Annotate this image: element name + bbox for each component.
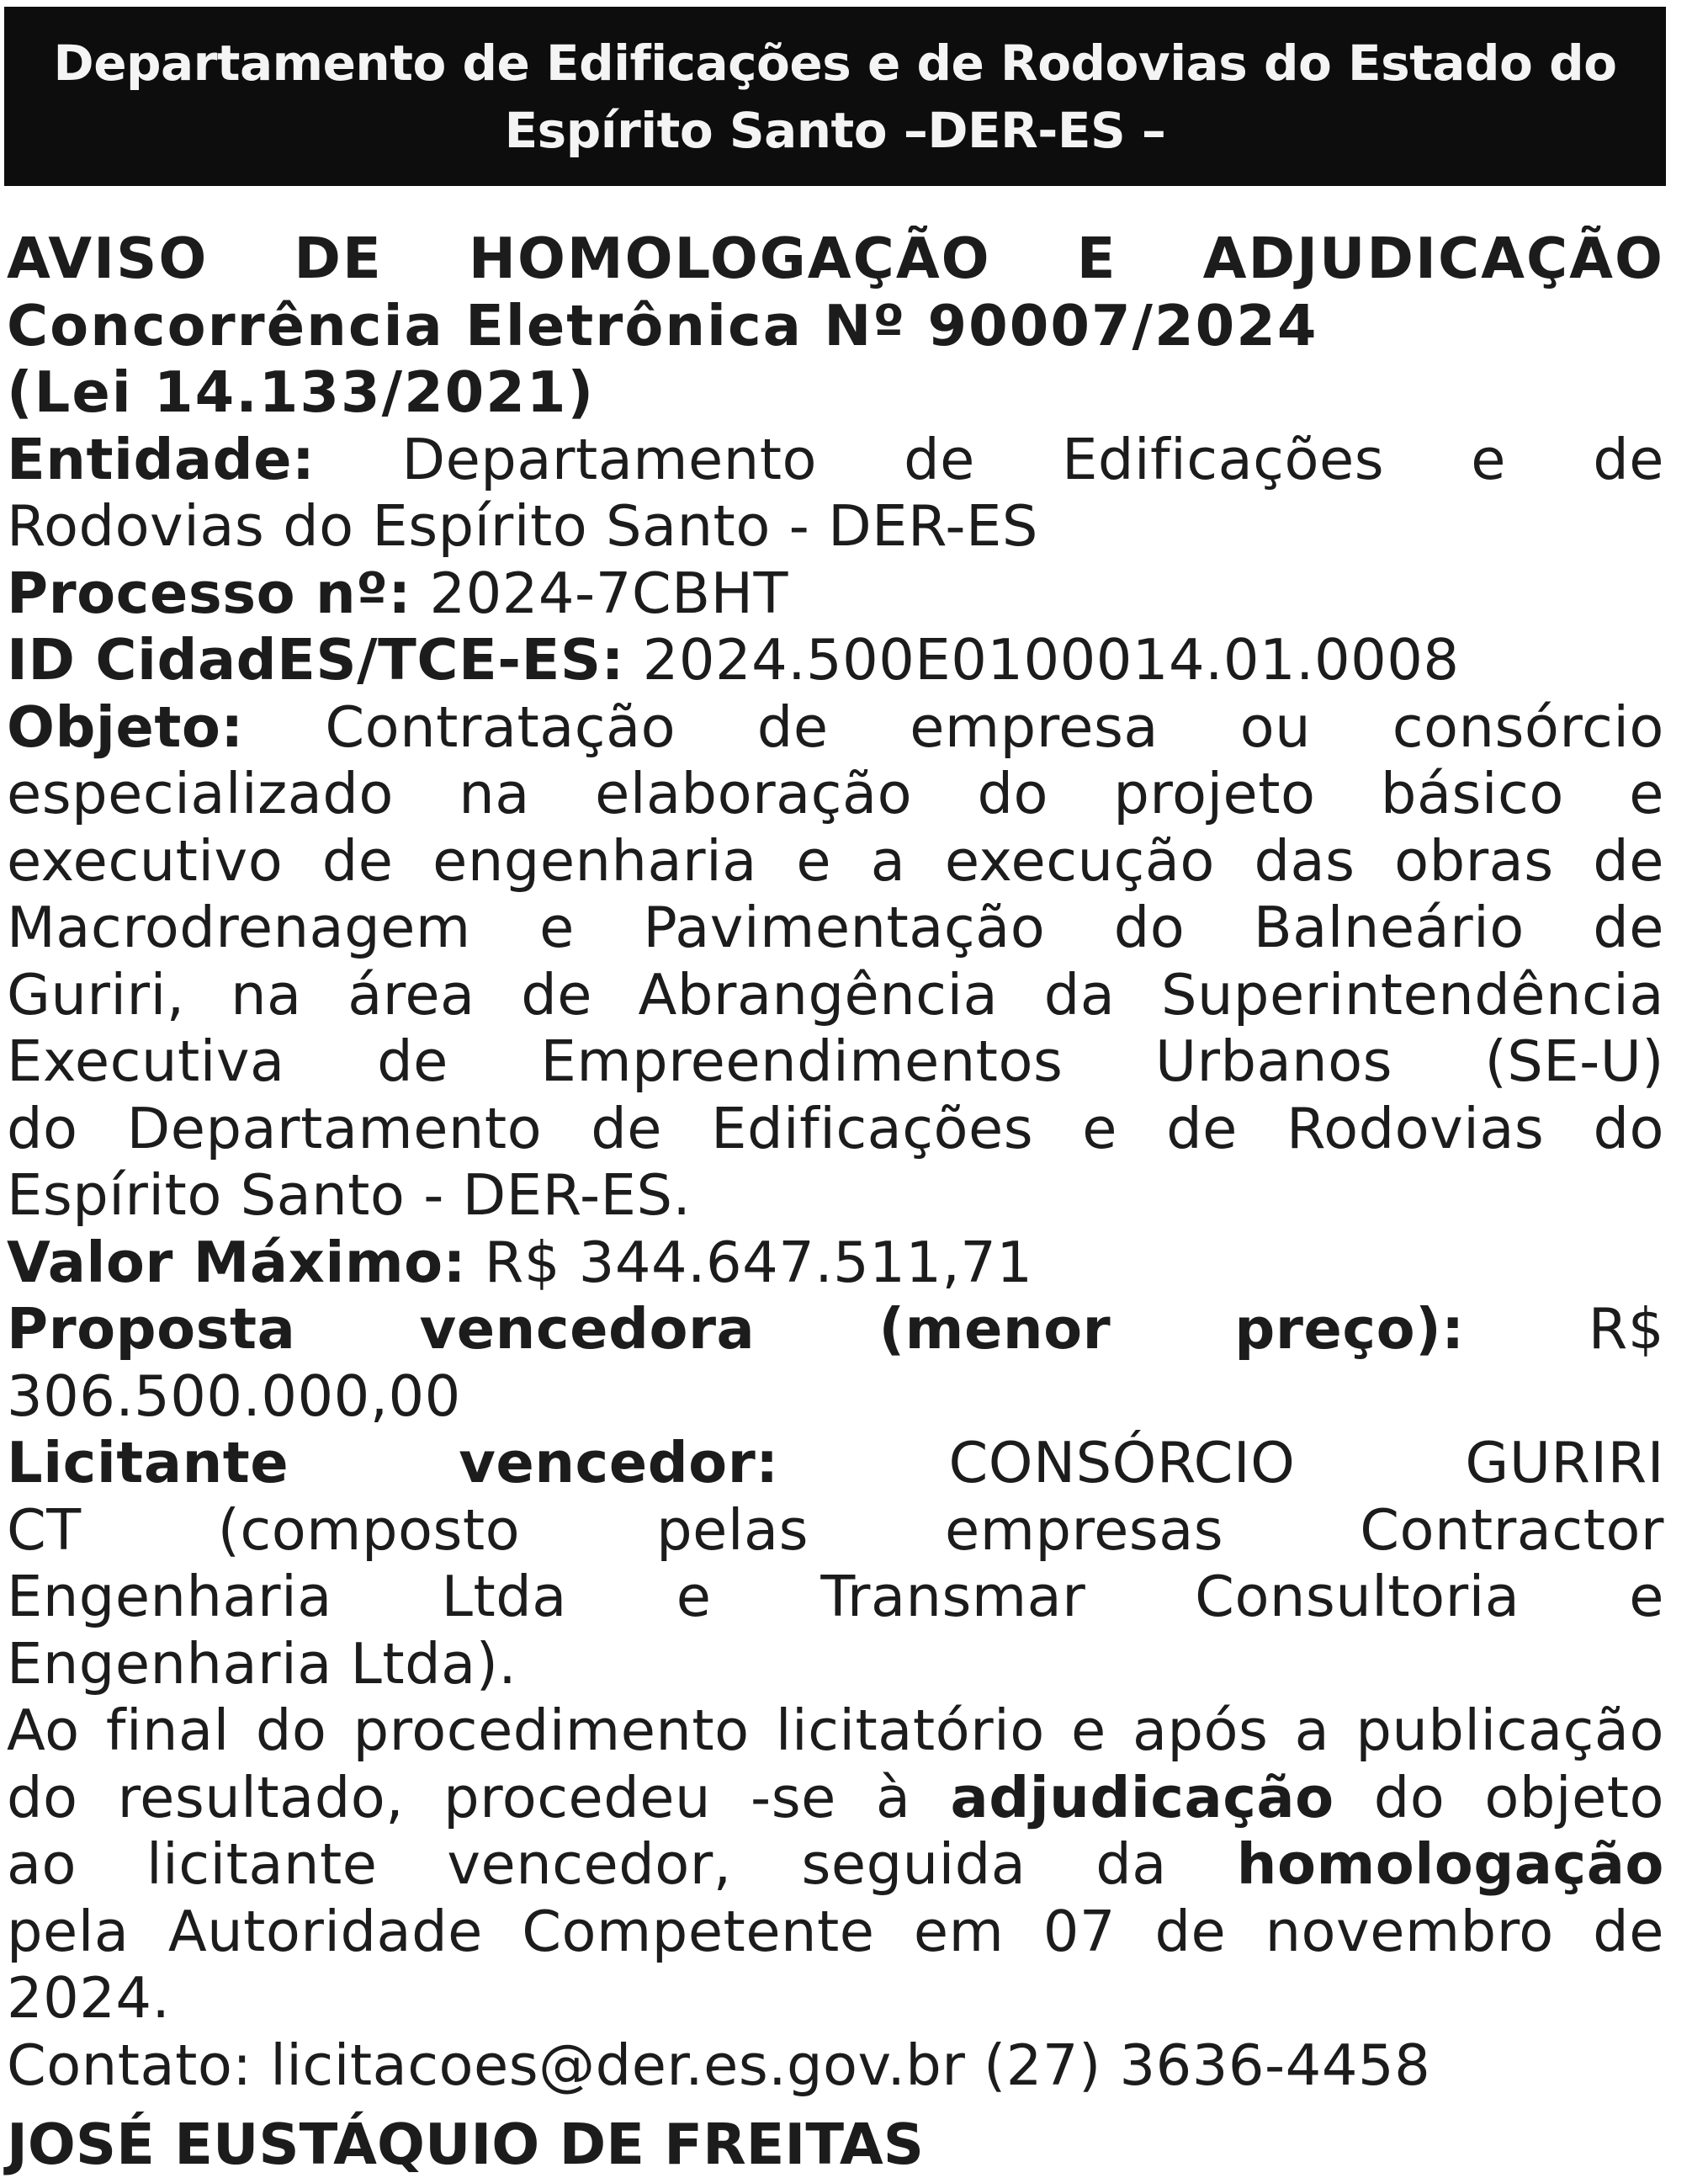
objeto-word: de (1593, 827, 1664, 894)
licitante-label-word: vencedor: (459, 1430, 779, 1495)
entidade-word: Departamento (401, 426, 817, 492)
objeto-word: Empreendimentos (540, 1028, 1064, 1094)
final-word: e (1071, 1697, 1106, 1763)
final-word: do (255, 1697, 327, 1763)
title-word: E (1076, 226, 1117, 291)
objeto-word: Balneário (1253, 895, 1525, 960)
id-cidades-line (7, 627, 1664, 694)
final-line-4 (7, 1899, 1664, 1966)
objeto-word: de (591, 1095, 663, 1161)
entidade-label: Entidade: (7, 426, 316, 492)
objeto-word: área (347, 961, 475, 1028)
objeto-word: ou (1239, 693, 1312, 760)
proposta-value: 306.500.000,00 (7, 1363, 461, 1429)
processo-value: 2024-7CBHT (429, 560, 788, 626)
licitante-word: Ltda (441, 1564, 567, 1629)
licitante-word: empresas (945, 1496, 1224, 1563)
final-word: a (1294, 1697, 1330, 1763)
final-line-5: 2024. (7, 1965, 171, 2031)
signature-name: JOSÉ EUSTÁQUIO DE FREITAS (7, 2112, 924, 2177)
entidade-word: de (904, 426, 975, 492)
licitante-line-1 (7, 1430, 1664, 1497)
entidade-line-2: Rodovias do Espírito Santo - DER-ES (7, 493, 1038, 559)
objeto-word: Guriri, (7, 961, 185, 1028)
proposta-label-word: preço): (1234, 1296, 1465, 1362)
final-word: do (1373, 1764, 1445, 1830)
objeto-word: na (459, 761, 530, 826)
licitante-line-3 (7, 1564, 1664, 1631)
objeto-word: e (1082, 1095, 1118, 1161)
final-word: licitante (146, 1831, 378, 1897)
proposta-label-word: (menor (878, 1296, 1111, 1362)
final-word: do (7, 1764, 78, 1830)
objeto-word: obras (1394, 827, 1554, 894)
title-word: AVISO (7, 226, 209, 291)
proposta-line (7, 1296, 1664, 1363)
header-line-1: Departamento de Edificações e de Rodovias do Estado do (53, 34, 1617, 92)
objeto-word: consórcio (1392, 693, 1664, 760)
objeto-label: Objeto: (7, 693, 244, 760)
final-word: Autoridade (167, 1898, 483, 1964)
valor-maximo-line (7, 1230, 1664, 1297)
licitante-word: (composto (217, 1496, 521, 1563)
header-title (54, 29, 1617, 164)
objeto-line-7 (7, 1096, 1664, 1163)
objeto-word: Contratação (325, 693, 676, 760)
proposta-currency: R$ (1588, 1296, 1664, 1362)
objeto-word: da (1043, 961, 1116, 1028)
processo-label: Processo nº: (7, 560, 411, 626)
objeto-word: Rodovias (1286, 1095, 1545, 1161)
valor-maximo-label: Valor Máximo: (7, 1229, 466, 1295)
licitante-word: Contractor (1360, 1496, 1664, 1563)
objeto-line-6 (7, 1028, 1664, 1096)
licitante-word: CT (7, 1496, 82, 1563)
licitante-word: Engenharia (7, 1564, 332, 1629)
id-cidades-value: 2024.500E0100014.01.0008 (642, 627, 1460, 693)
objeto-word: de (1166, 1095, 1238, 1161)
entidade-line (7, 427, 1664, 494)
final-word: resultado, (117, 1764, 405, 1830)
title-word: HOMOLOGAÇÃO (468, 226, 991, 291)
final-word: após (1132, 1697, 1269, 1763)
final-word: de (1154, 1898, 1227, 1964)
objeto-word: na (231, 961, 302, 1028)
final-word: à (875, 1764, 911, 1830)
objeto-line-8: Espírito Santo - DER-ES. (7, 1162, 692, 1228)
licitante-word: e (1629, 1564, 1664, 1629)
final-word: publicação (1355, 1697, 1664, 1763)
licitante-word: Transmar (820, 1564, 1086, 1629)
header-bar (4, 7, 1666, 186)
final-word: pela (7, 1898, 130, 1964)
final-word: -se (751, 1764, 836, 1830)
final-word: da (1095, 1831, 1167, 1897)
entidade-word: Edificações (1062, 426, 1385, 492)
objeto-line-4 (7, 895, 1664, 962)
licitante-line-2 (7, 1497, 1664, 1564)
objeto-word: Edificações (711, 1095, 1034, 1161)
objeto-word: Macrodrenagem (7, 895, 471, 960)
notice-subtitle: Concorrência Eletrônica Nº 90007/2024 (7, 292, 1318, 359)
final-line-3 (7, 1831, 1664, 1899)
homologacao-emphasis: homologação (1236, 1831, 1664, 1897)
final-line-2 (7, 1765, 1664, 1832)
title-word: ADJUDICAÇÃO (1202, 226, 1664, 291)
objeto-word: a (870, 827, 906, 894)
licitante-word: e (676, 1564, 712, 1629)
objeto-word: Executiva (7, 1028, 285, 1094)
licitante-word: CONSÓRCIO (948, 1430, 1296, 1495)
objeto-word: e (1629, 761, 1664, 826)
final-word: Ao (7, 1697, 80, 1763)
objeto-word: Departamento (126, 1095, 543, 1161)
final-line-1 (7, 1697, 1664, 1765)
processo-line (7, 560, 1664, 628)
objeto-word: de (521, 961, 592, 1028)
final-word: de (1593, 1898, 1664, 1964)
final-word: ao (7, 1831, 77, 1897)
objeto-word: Superintendência (1160, 961, 1664, 1028)
licitante-word: GURIRI (1465, 1430, 1664, 1495)
objeto-word: básico (1380, 761, 1564, 826)
entidade-word: de (1593, 426, 1664, 492)
final-word: novembro (1265, 1898, 1554, 1964)
objeto-word: engenharia (432, 827, 757, 894)
objeto-word: Abrangência (638, 961, 999, 1028)
objeto-word: de (321, 827, 394, 894)
final-word: Competente (522, 1898, 875, 1964)
final-word: 07 (1042, 1898, 1117, 1964)
notice-body (7, 226, 1664, 2099)
objeto-word: do (7, 1095, 78, 1161)
objeto-word: (SE-U) (1484, 1028, 1664, 1094)
objeto-word: elaboração (595, 761, 913, 826)
licitante-word: Consultoria (1195, 1564, 1520, 1629)
objeto-word: empresa (910, 693, 1159, 760)
title-word: DE (294, 226, 383, 291)
licitante-line-4: Engenharia Ltda). (7, 1630, 517, 1697)
proposta-label-word: vencedora (419, 1296, 756, 1362)
notice-law: (Lei 14.133/2021) (7, 359, 596, 425)
objeto-word: execução (944, 827, 1215, 894)
final-word: procedimento (353, 1697, 750, 1763)
objeto-word: do (977, 761, 1048, 826)
entidade-word: e (1471, 426, 1507, 492)
objeto-line-1 (7, 694, 1664, 762)
final-word: final (105, 1697, 230, 1763)
objeto-word: de (377, 1028, 448, 1094)
final-word: vencedor, (447, 1831, 732, 1897)
objeto-line-5 (7, 962, 1664, 1029)
objeto-word: das (1254, 827, 1355, 894)
objeto-word: e (539, 895, 575, 960)
final-word: objeto (1484, 1764, 1664, 1830)
objeto-word: de (756, 693, 829, 760)
notice-title (7, 226, 1664, 293)
header-line-2: Espírito Santo –DER-ES – (504, 101, 1166, 159)
id-cidades-label: ID CidadES/TCE-ES: (7, 627, 624, 693)
valor-maximo-value: R$ 344.647.511,71 (484, 1229, 1033, 1295)
objeto-word: executivo (7, 827, 284, 894)
final-word: seguida (801, 1831, 1026, 1897)
objeto-word: Urbanos (1154, 1028, 1392, 1094)
licitante-word: pelas (656, 1496, 809, 1563)
objeto-line-2 (7, 761, 1664, 828)
objeto-word: projeto (1113, 761, 1316, 826)
final-word: licitatório (775, 1697, 1045, 1763)
final-word: procedeu (443, 1764, 711, 1830)
objeto-word: e (796, 827, 832, 894)
final-word: em (913, 1898, 1005, 1964)
licitante-label-word: Licitante (7, 1430, 289, 1495)
objeto-line-3 (7, 828, 1664, 895)
objeto-word: do (1113, 895, 1186, 960)
objeto-word: de (1593, 895, 1664, 960)
objeto-word: especializado (7, 761, 394, 826)
contact-line: Contato: licitacoes@der.es.gov.br (27) 3636-4458 (7, 2032, 1431, 2098)
objeto-word: do (1593, 1095, 1664, 1161)
proposta-label-word: Proposta (7, 1296, 296, 1362)
adjudicacao-emphasis: adjudicação (950, 1764, 1334, 1830)
objeto-word: Pavimentação (643, 895, 1046, 960)
